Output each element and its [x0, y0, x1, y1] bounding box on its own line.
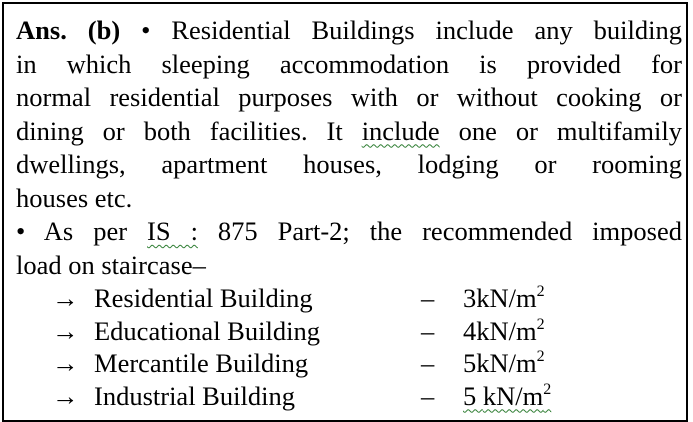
load-row — [16, 347, 682, 380]
is-code: IS : — [147, 216, 198, 246]
answer-box — [2, 2, 688, 422]
load-value: 5 $kN/m^2$ — [463, 380, 552, 411]
para1-line-5: dwellings, apartment houses, lodging or rooming — [16, 149, 682, 179]
para2-line-2: load on staircase– — [16, 249, 206, 280]
para2-line-1: • As per IS : 875 Part-2; the recommended imposed — [16, 216, 682, 246]
arrow-icon: → — [52, 315, 79, 346]
bullet: • — [141, 15, 151, 45]
underlined-word: include — [361, 115, 440, 146]
building-type: Educational Building — [94, 315, 320, 346]
bullet: • — [16, 216, 26, 246]
para1-line-6: houses etc. — [16, 182, 133, 213]
load-row — [16, 380, 682, 413]
para1-line-2: in which sleeping accommodation is provided for — [16, 48, 682, 79]
answer-text — [16, 14, 682, 412]
dash: – — [421, 315, 435, 346]
dash: – — [421, 283, 435, 313]
building-type: Industrial Building — [94, 380, 295, 411]
arrow-icon: → — [52, 380, 79, 411]
answer-label: Ans. (b) — [16, 15, 121, 45]
para1-line-4: dining or both facilities. It include one or multifamily — [16, 115, 682, 146]
load-row — [16, 315, 682, 348]
arrow-icon: → — [52, 283, 79, 313]
building-type: Residential Building — [94, 283, 313, 313]
load-value: $4kN/m^2$ — [463, 315, 545, 346]
load-list — [16, 282, 682, 412]
para1-line-3: normal residential purposes with or without cooking or — [16, 82, 682, 112]
arrow-icon: → — [52, 348, 79, 378]
dash: – — [421, 348, 435, 378]
load-row — [16, 282, 682, 315]
dash: – — [421, 380, 435, 411]
para1-line-1: Ans. (b) • Residential Buildings include any building — [16, 15, 683, 45]
load-value: $5kN/m^2$ — [463, 348, 545, 378]
load-value: $3kN/m^2$ — [463, 283, 545, 313]
building-type: Mercantile Building — [94, 348, 309, 378]
